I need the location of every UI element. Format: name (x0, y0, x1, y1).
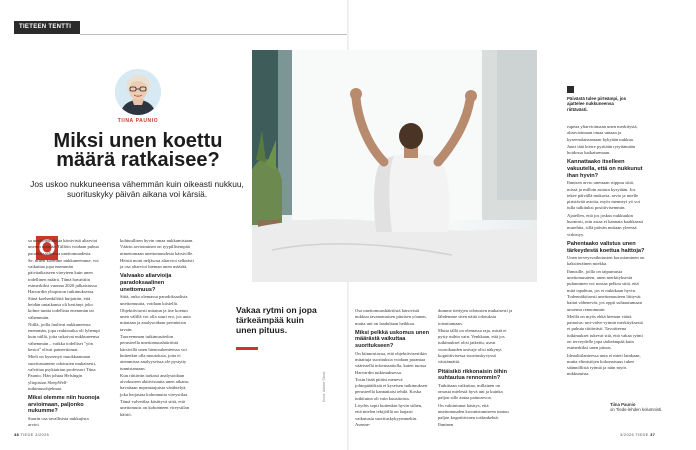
paragraph: Tosin lisää pitäisi menevä johtopäätöksiä ei kyseisen tutkimuksen perusteella kannattaisi tehdä. Koska tutkituina oli vain kuusitoista. (355, 376, 428, 401)
photo-credit: Kuva: Adobe Stock (322, 371, 326, 402)
author-portrait-icon (115, 69, 161, 115)
author-photo (115, 69, 161, 115)
paragraph: On vakiintunut käsitys, että unettomuuden kroonistumiseen tuntuu paljon kognitiivinen toidankehtä. Ihminen (438, 402, 509, 427)
drop-cap: O (36, 236, 58, 260)
text-column-1 (28, 238, 100, 430)
paragraph: dumme tiettyjen odotusten mukaisesti ja lähdemme siten näitä odotuksia toteuttamaan. (438, 308, 513, 326)
paragraph: Mutta tällä on olemassa raja, mistä ei pysty mihin vain. Venkkaan, että jos tutkimukset olisi jatkettu, useat vuorokauden univaje olisi näkynyt kognitiivisessa suorituskyvyssä väistämättä. (438, 327, 507, 365)
subheading: Miksi olemme niin huonoja arvioimaan, paljonko nukumme? (28, 395, 100, 415)
left-magazine-issue: TIEDE 3/2026 (20, 432, 50, 437)
paragraph: Kun riittävän tarkasti analysoidaan aivokuoren aktiivisuutta unen aikana, havaitaan nopeataajuista värähtelyä, joka heijastaa kohonnutta vireystilaa. (120, 372, 189, 397)
pull-quote: Vakaa rytmi on jopa tärkeämpää kuin unen pituus. (236, 305, 317, 335)
paragraph: kohtuullisen hyvin omaa nukkumistaan. Väärin arvioiminen on tyypillisempää nimenomaan unettomuudesta kärsiville. (120, 238, 194, 256)
text-column-3 (355, 308, 429, 429)
paragraph: Ajatellen, että jos joskus nukkuukin huonosti, niin asiaa ei kannata kaahkaasti murehtia, sillä päivän mittaan yleensä virkistyy. (567, 212, 644, 237)
paragraph: Tuoreemman tutkimustiedon perusteella unettomuushäiriöstä kärsivillä unen hienorakenteessa voi kuitenkin olla muutoksia, joita ei aiemmissa analyyseissa ole pystytty tunnistamaan. (120, 334, 187, 371)
author-signature (610, 402, 686, 412)
signature-role: on Tiede-lehden kolumnisti. (610, 407, 663, 413)
left-page-number: 38 (14, 432, 20, 437)
subheading: Pahentaako valistus unen tärkeydestä koettua haittoja? (567, 240, 645, 254)
paragraph: Juuri tätä kierre pyritään rytyttämään hoidossa katkaisemaan. (567, 143, 636, 156)
paragraph: On kiinnostavaa, että objektiivisestikin mitattuja suorituksia voidaan parantaa vääristellä informaatiolla, kuten tuossa Harvardin tutkimuksessa. (355, 350, 427, 375)
paragraph: Siitä, onko olemassa paradoksaalista unettomuutta, voidaan kiistellä. (120, 294, 188, 306)
section-tag: TIETEEN TENTTI (14, 21, 80, 34)
subheading: Pitäisikö rikkonaisin öihin suhtautua rennommin? (438, 368, 508, 382)
paragraph: sa unettomuudesta kärsivistä aliarvioi unensa määrää. Tällöin voidaan puhua paradoksaalisesta unettomuudesta. (28, 238, 99, 256)
article-headline: Miksi unen koettu määrä ratkaisee? (53, 130, 223, 171)
subheading: Valvaako aliarvioija paradoksaalinen unettomuus? (120, 273, 172, 293)
section-rule (80, 34, 347, 35)
paragraph: Meillä on myös ehkä hieman väärä painotus: uni-valve-rytmin merkityksestä ei puhuta riittävästi. Tavoitteena tutkimukset tukevat sitä, että vakaa rytmi on terveydelle jopa tärkeämpää kuin esimerkiksi unen pituus. (567, 313, 643, 351)
subheading: Miksi pelkkä uskomus unen määrästä vaikuttaa suoritukseen? (355, 329, 429, 350)
paragraph: Osa unettomuushäiriöstä kärsivistä nukkuu tavanomaisen pituisen yöunen, mutta uni on laadultaan heikkoa. (355, 308, 427, 326)
paragraph: Objektiivisesti mitatun ja itse koetun unen välillä voi olla suuri ero, jos unta mitataan ja analysoidaan perinteisin tavoin. (120, 307, 191, 332)
paragraph: Niillä, joilla luulivat nukkuneensa enemmän, jopa reaktioaika oli lyhempi kuin niillä, joita uskoivat nukkuneensa vähemmän – vaikka todelliset "yön kestot" olivat paineettomat. (28, 321, 100, 353)
signature-name: Tiina Paunio (610, 402, 636, 407)
paragraph: Se, miten koemme nukkuneemme, voi vaikuttaa jopa enemmän päiväaikaiseen vireyteen kuin unen todellinen määrä. Tämä havaittiin esimerkiksi vuonna 2020 julkaistussa Harvardin yliopiston tutkimuksessa. Siinä koehenkilöitä huijattiin, että heidän uniaikansa oli kestänyt joko kolme tuntia todellista enemmän tai vähemmän. (28, 257, 99, 320)
stretching-man-photo-icon (252, 50, 537, 282)
paragraph: Suurin osa tavallisista nukkujista arvioi (28, 415, 89, 428)
photo-caption: Päivästä tulee pirteämpi, jos ajattelee nukkuneensa riittävästi. (567, 96, 627, 112)
article-lede: Jos uskoo nukkuneensa vähemmän kuin oikeasti nukkuu, suorituskyky päivän aikana voi kärsiä. (30, 179, 244, 199)
text-column-5 (567, 124, 645, 379)
footer-left (14, 432, 49, 437)
caption-marker (567, 86, 574, 93)
paragraph: Ihmisen arvio unestaan riippuu siitä, missä ja milloin asiasta kysytään. Jos tekee päivällä mukavia, arvio ja mielle piristävää asioita, myös menneyt yö voi tulla tulkituksi positiivisemmin. (567, 180, 640, 211)
paragraph: Tämä valvetilaa käsittyvä siitä, että unettomuus on kohonneen vireystilan häiriö. (120, 399, 190, 417)
paragraph: Ihmisille, joilla on taipumusta unettomuuteen, unen merkityksestä puhuminen voi nostaa pelkoa siitä, että mitä tapahtuu, jos ei nukukaan hyvin. Todennäköisesti unettomuuteen liittyvät haitat vähenevät, jos oppii suhtautumaan unoensa rennommin. (567, 268, 642, 312)
paragraph: Mielt on kyseenyö muokkaamaan suoritustamme odotusten mukaisesti, valvittaa psykiatrian professori Tiina Paunio. Hän johtaa Helsingin yliopiston SleepWell-tutkimusohjelmaa. (28, 354, 97, 391)
subheading: Kannattaako itselleen vakuutella, että on nukkunut ihan hyvin? (567, 159, 643, 179)
right-page-number: 37 (650, 432, 656, 437)
right-magazine-issue: 3/2026 TIEDE (620, 432, 649, 437)
article-photo (252, 50, 537, 282)
pull-quote-rule (236, 347, 258, 350)
text-column-4 (438, 308, 514, 429)
paragraph: Heistä moni neljäsosa aliarvioi selkeästi ja osa aliarvioi hieman unen määrää. (120, 257, 194, 270)
paragraph: Löydös sopii kuitenkin hyvin siihen, että mielen tekijöillä on laajasti vaikutusta suorituskykyymmekin. Asenne- (355, 403, 423, 427)
paragraph: Unen terveysvaikutusten korostaminen on kaksiteräinen miekka. (567, 255, 645, 267)
paragraph: Ideaalitilanteessa unta ei mieti lainkaan, mutta elimistöjen kokonaisuus tukee säännöllistä rytmiä ja näin myös nukkumista. (567, 352, 641, 377)
paragraph: Tutkittaan vaikuttaa, millainen on omasta mielestä hyvä uni ja kuinka paljon sille antaa painoarvoa. (438, 382, 503, 401)
text-column-2 (120, 238, 194, 419)
paragraph: rupeaa yliarvioimaan unen merkitystä, aliarvioimaan omaa untaan ja kyseenalaistamaan kykyään nukkua. (567, 124, 638, 142)
author-name: TIINA PAUNIO (117, 118, 159, 124)
footer-right (620, 432, 655, 437)
